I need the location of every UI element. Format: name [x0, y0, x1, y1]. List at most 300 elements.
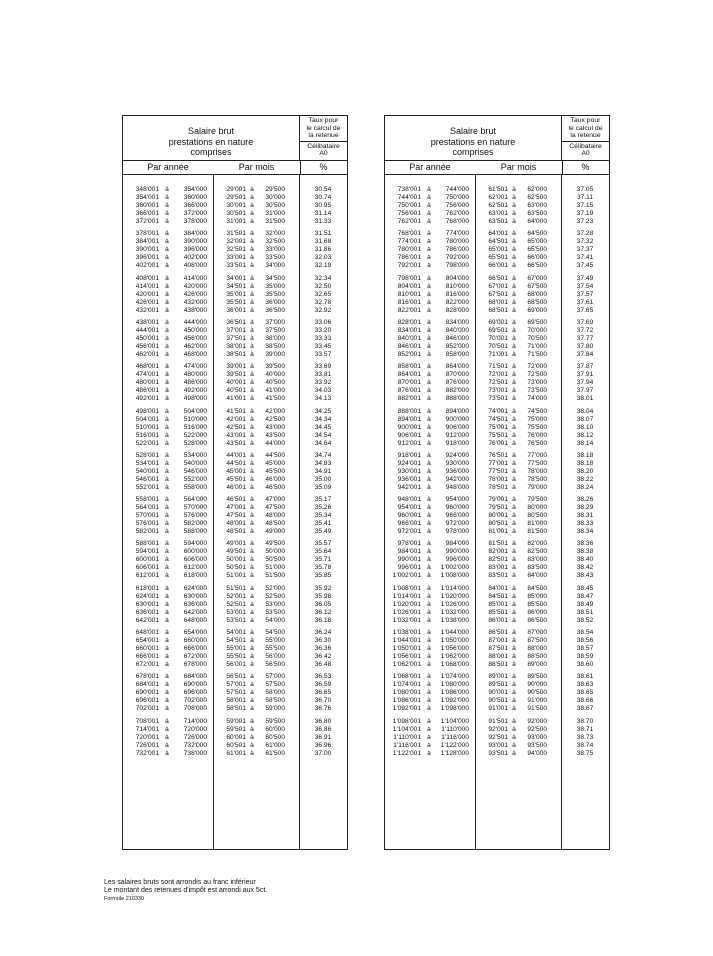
annual-separator: à — [165, 645, 169, 652]
annual-from: 744'001 — [397, 194, 421, 201]
annual-from: 1'014'001 — [392, 592, 421, 600]
rate-value: 38.40 — [576, 556, 594, 564]
table-row — [385, 528, 609, 536]
annual-separator: à — [165, 290, 169, 298]
monthly-separator: à — [250, 540, 254, 548]
table-row — [385, 548, 609, 556]
annual-from: 684'001 — [135, 681, 159, 689]
annual-separator: à — [427, 681, 431, 689]
annual-to: 360'000 — [183, 194, 207, 201]
annual-to: 684'000 — [183, 673, 207, 681]
annual-separator: à — [165, 572, 169, 580]
monthly-to: 38'500 — [265, 342, 285, 350]
annual-separator: à — [165, 238, 169, 246]
monthly-to: 47'000 — [265, 496, 285, 504]
monthly-from: 83'501 — [488, 572, 508, 580]
annual-from: 900'001 — [397, 423, 421, 431]
monthly-to: 86'000 — [527, 608, 547, 616]
annual-from: 552'001 — [135, 483, 159, 491]
rate-value: 32.19 — [314, 262, 332, 270]
column-headers — [123, 160, 347, 175]
monthly-separator: à — [250, 733, 254, 741]
monthly-to: 36'000 — [265, 298, 285, 306]
annual-to: 690'000 — [183, 681, 207, 689]
annual-from: 948'001 — [397, 496, 421, 504]
table-row — [123, 210, 347, 218]
annual-separator: à — [165, 681, 169, 689]
annual-to: 402'000 — [183, 254, 207, 262]
rate-value: 35.64 — [314, 548, 332, 556]
monthly-separator: à — [512, 246, 516, 254]
monthly-from: 57'001 — [226, 681, 246, 689]
table-row — [123, 726, 347, 734]
monthly-separator: à — [250, 306, 254, 314]
annual-separator: à — [165, 282, 169, 290]
monthly-to: 46'000 — [265, 475, 285, 483]
monthly-separator: à — [250, 653, 254, 660]
rate-value: 37.97 — [576, 387, 594, 395]
table-row — [385, 408, 609, 416]
monthly-from: 61'001 — [226, 749, 246, 757]
monthly-from: 34'501 — [226, 282, 246, 290]
annual-from: 360'001 — [135, 202, 159, 209]
monthly-to: 34'500 — [265, 274, 285, 282]
annual-from: 510'001 — [135, 423, 159, 431]
monthly-to: 50'000 — [265, 548, 285, 556]
table-row — [123, 476, 347, 484]
monthly-from: 45'001 — [226, 467, 246, 475]
monthly-from: 55'501 — [226, 653, 246, 660]
annual-separator: à — [165, 459, 169, 467]
monthly-from: 55'001 — [226, 645, 246, 652]
monthly-from: 90'001 — [488, 689, 508, 697]
annual-from: 1'020'001 — [392, 600, 421, 608]
monthly-separator: à — [512, 653, 516, 660]
annual-from: 924'001 — [397, 459, 421, 467]
monthly-separator: à — [250, 350, 254, 358]
annual-to: 420'000 — [183, 282, 207, 290]
rate-value: 38.43 — [576, 572, 594, 580]
table-row — [385, 299, 609, 307]
table-row — [385, 673, 609, 681]
monthly-from: 85'501 — [488, 608, 508, 616]
table-row — [123, 246, 347, 254]
annual-from: 912'001 — [397, 439, 421, 447]
monthly-to: 65'000 — [527, 238, 547, 246]
monthly-to: 55'500 — [265, 645, 285, 652]
annual-from: 516'001 — [135, 431, 159, 439]
table-row — [385, 585, 609, 593]
annual-from: 678'001 — [135, 673, 159, 681]
table-row — [385, 484, 609, 492]
rate-value: 37.37 — [576, 246, 594, 254]
monthly-from: 38'001 — [226, 342, 246, 350]
monthly-to: 36'500 — [265, 306, 285, 314]
table-row — [385, 540, 609, 548]
annual-to: 894'000 — [445, 407, 469, 415]
table-row — [123, 363, 347, 371]
annual-to: 726'000 — [183, 733, 207, 741]
monthly-separator: à — [512, 306, 516, 314]
monthly-separator: à — [512, 661, 516, 668]
annual-separator: à — [427, 186, 431, 193]
annual-separator: à — [427, 218, 431, 225]
monthly-from: 74'501 — [488, 415, 508, 423]
monthly-separator: à — [512, 504, 516, 512]
rate-title-1: Taux pour — [570, 117, 601, 124]
monthly-from: 93'501 — [488, 749, 508, 757]
annual-from: 666'001 — [135, 653, 159, 660]
monthly-from: 30'501 — [226, 210, 246, 217]
annual-to: 588'000 — [183, 528, 207, 536]
rate-value: 38.31 — [576, 512, 594, 520]
table-row — [385, 291, 609, 299]
annual-from: 708'001 — [135, 717, 159, 725]
annual-from: 960'001 — [397, 512, 421, 520]
monthly-to: 33'500 — [265, 254, 285, 262]
annual-from: 1'038'001 — [392, 629, 421, 636]
monthly-from: 64'001 — [488, 230, 508, 238]
annual-from: 654'001 — [135, 637, 159, 644]
monthly-separator: à — [512, 363, 516, 371]
rate-value: 35.85 — [314, 572, 332, 580]
rate-value: 35.17 — [314, 496, 332, 504]
annual-separator: à — [165, 298, 169, 306]
rate-value: 36.18 — [314, 616, 332, 624]
rate-value: 38.74 — [576, 741, 594, 749]
annual-separator: à — [427, 717, 431, 725]
monthly-to: 41'000 — [265, 387, 285, 395]
monthly-separator: à — [250, 451, 254, 459]
annual-from: 528'001 — [135, 451, 159, 459]
table-row — [123, 283, 347, 291]
annual-to: 1'104'000 — [440, 717, 469, 725]
rate-value: 34.34 — [314, 415, 332, 423]
annual-to: 492'000 — [183, 387, 207, 395]
annual-from: 1'086'001 — [392, 697, 421, 705]
monthly-from: 53'501 — [226, 616, 246, 624]
annual-separator: à — [427, 629, 431, 636]
annual-from: 828'001 — [397, 318, 421, 326]
annual-separator: à — [165, 564, 169, 572]
annual-from: 372'001 — [135, 218, 159, 225]
monthly-from: 44'001 — [226, 451, 246, 459]
monthly-to: 65'500 — [527, 246, 547, 254]
table-row — [385, 468, 609, 476]
monthly-separator: à — [512, 637, 516, 644]
annual-to: 480'000 — [183, 371, 207, 379]
annual-separator: à — [165, 334, 169, 342]
monthly-from: 39'001 — [226, 363, 246, 371]
monthly-from: 68'001 — [488, 298, 508, 306]
monthly-separator: à — [250, 371, 254, 379]
annual-separator: à — [427, 725, 431, 733]
monthly-from: 33'001 — [226, 254, 246, 262]
monthly-to: 67'500 — [527, 282, 547, 290]
rate-value: 38.20 — [576, 467, 594, 475]
annual-separator: à — [165, 556, 169, 564]
monthly-separator: à — [250, 254, 254, 262]
annual-from: 480'001 — [135, 379, 159, 387]
monthly-to: 88'500 — [527, 653, 547, 660]
monthly-to: 91'500 — [527, 705, 547, 713]
monthly-from: 42'501 — [226, 423, 246, 431]
table-row — [385, 750, 609, 758]
rate-value: 35.57 — [314, 540, 332, 548]
monthly-from: 87'001 — [488, 637, 508, 644]
annual-to: 672'000 — [183, 653, 207, 660]
monthly-to: 75'000 — [527, 415, 547, 423]
rate-value: 36.53 — [314, 673, 332, 681]
monthly-to: 66'000 — [527, 254, 547, 262]
annual-separator: à — [427, 246, 431, 254]
rate-value: 36.86 — [314, 725, 332, 733]
monthly-separator: à — [512, 342, 516, 350]
monthly-to: 35'000 — [265, 282, 285, 290]
table-row — [123, 617, 347, 625]
rate-value: 36.96 — [314, 741, 332, 749]
annual-to: 564'000 — [183, 496, 207, 504]
annual-from: 930'001 — [397, 467, 421, 475]
tax-table-left — [122, 115, 348, 850]
table-row — [123, 556, 347, 564]
table-row — [123, 416, 347, 424]
monthly-to: 53'000 — [265, 600, 285, 608]
monthly-from: 50'001 — [226, 556, 246, 564]
rate-value: 38.49 — [576, 600, 594, 608]
annual-from: 834'001 — [397, 326, 421, 334]
annual-separator: à — [427, 540, 431, 548]
annual-from: 1'098'001 — [392, 717, 421, 725]
rate-value: 31.86 — [314, 246, 332, 254]
table-row — [385, 609, 609, 617]
table-row — [385, 246, 609, 254]
table-row — [385, 379, 609, 387]
annual-from: 636'001 — [135, 608, 159, 616]
monthly-from: 58'001 — [226, 697, 246, 705]
annual-to: 882'000 — [445, 387, 469, 395]
annual-separator: à — [427, 451, 431, 459]
monthly-from: 76'001 — [488, 439, 508, 447]
annual-separator: à — [165, 616, 169, 624]
annual-separator: à — [427, 262, 431, 270]
monthly-separator: à — [512, 475, 516, 483]
rate-value: 31.14 — [314, 210, 332, 217]
monthly-separator: à — [512, 548, 516, 556]
monthly-to: 52'000 — [265, 584, 285, 592]
table-row — [123, 705, 347, 713]
monthly-separator: à — [512, 318, 516, 326]
annual-from: 624'001 — [135, 592, 159, 600]
annual-separator: à — [427, 439, 431, 447]
annual-to: 1'014'000 — [440, 584, 469, 592]
monthly-to: 59'000 — [265, 705, 285, 713]
monthly-to: 85'000 — [527, 592, 547, 600]
table-row — [385, 395, 609, 403]
monthly-to: 75'500 — [527, 423, 547, 431]
annual-separator: à — [165, 395, 169, 403]
monthly-from: 32'501 — [226, 246, 246, 254]
monthly-separator: à — [250, 202, 254, 209]
footer-notes — [104, 879, 267, 904]
annual-to: 666'000 — [183, 645, 207, 652]
table-row — [385, 601, 609, 609]
annual-to: 1'008'000 — [440, 572, 469, 580]
table-row — [123, 512, 347, 520]
annual-to: 390'000 — [183, 238, 207, 246]
monthly-to: 47'500 — [265, 504, 285, 512]
monthly-separator: à — [512, 274, 516, 282]
annual-from: 996'001 — [397, 564, 421, 572]
monthly-from: 29'501 — [226, 194, 246, 201]
rate-code: A0 — [581, 150, 590, 158]
annual-to: 1'080'000 — [440, 681, 469, 689]
monthly-separator: à — [250, 616, 254, 624]
monthly-to: 52'500 — [265, 592, 285, 600]
table-row — [385, 275, 609, 283]
monthly-from: 36'501 — [226, 318, 246, 326]
annual-from: 1'068'001 — [392, 673, 421, 681]
monthly-from: 82'501 — [488, 556, 508, 564]
annual-to: 594'000 — [183, 540, 207, 548]
annual-separator: à — [427, 298, 431, 306]
annual-separator: à — [165, 230, 169, 238]
monthly-from: 92'001 — [488, 725, 508, 733]
monthly-separator: à — [512, 512, 516, 520]
table-row — [385, 262, 609, 270]
rate-value: 34.91 — [314, 467, 332, 475]
rate-value: 32.78 — [314, 298, 332, 306]
monthly-separator: à — [512, 725, 516, 733]
monthly-from: 52'001 — [226, 592, 246, 600]
monthly-to: 79'000 — [527, 483, 547, 491]
annual-to: 762'000 — [445, 210, 469, 217]
table-row — [385, 512, 609, 520]
annual-to: 624'000 — [183, 584, 207, 592]
annual-from: 804'001 — [397, 282, 421, 290]
annual-to: 990'000 — [445, 548, 469, 556]
annual-to: 840'000 — [445, 326, 469, 334]
annual-to: 504'000 — [183, 407, 207, 415]
annual-from: 1'080'001 — [392, 689, 421, 697]
monthly-from: 82'001 — [488, 548, 508, 556]
monthly-from: 58'501 — [226, 705, 246, 713]
monthly-separator: à — [512, 645, 516, 652]
monthly-to: 32'000 — [265, 230, 285, 238]
annual-to: 378'000 — [183, 218, 207, 225]
rate-value: 38.29 — [576, 504, 594, 512]
monthly-from: 35'501 — [226, 298, 246, 306]
annual-from: 588'001 — [135, 540, 159, 548]
annual-to: 828'000 — [445, 306, 469, 314]
annual-from: 402'001 — [135, 262, 159, 270]
monthly-to: 46'500 — [265, 483, 285, 491]
monthly-from: 85'001 — [488, 600, 508, 608]
monthly-to: 48'000 — [265, 512, 285, 520]
annual-separator: à — [165, 407, 169, 415]
table-row — [123, 275, 347, 283]
rate-value: 38.07 — [576, 415, 594, 423]
monthly-to: 29'500 — [265, 186, 285, 193]
monthly-to: 87'000 — [527, 629, 547, 636]
table-row — [385, 705, 609, 713]
rate-value: 37.80 — [576, 342, 594, 350]
monthly-to: 81'500 — [527, 528, 547, 536]
monthly-to: 80'000 — [527, 504, 547, 512]
annual-to: 498'000 — [183, 395, 207, 403]
rate-value: 33.57 — [314, 350, 332, 358]
annual-to: 558'000 — [183, 483, 207, 491]
monthly-from: 80'001 — [488, 512, 508, 520]
rate-value: 37.94 — [576, 379, 594, 387]
monthly-separator: à — [512, 483, 516, 491]
annual-to: 612'000 — [183, 564, 207, 572]
monthly-from: 89'001 — [488, 673, 508, 681]
table-header — [385, 116, 609, 160]
rate-title-3: la retenue — [570, 132, 601, 140]
table-row — [123, 371, 347, 379]
monthly-from: 43'001 — [226, 431, 246, 439]
monthly-to: 37'500 — [265, 326, 285, 334]
annual-from: 366'001 — [135, 210, 159, 217]
annual-separator: à — [165, 387, 169, 395]
table-row — [385, 210, 609, 218]
monthly-separator: à — [250, 246, 254, 254]
monthly-separator: à — [250, 431, 254, 439]
salary-subtitle-2: comprises — [452, 147, 494, 157]
monthly-separator: à — [512, 379, 516, 387]
monthly-to: 71'000 — [527, 342, 547, 350]
monthly-separator: à — [250, 705, 254, 713]
annual-separator: à — [165, 274, 169, 282]
annual-to: 696'000 — [183, 689, 207, 697]
monthly-from: 36'001 — [226, 306, 246, 314]
annual-separator: à — [165, 689, 169, 697]
monthly-separator: à — [512, 395, 516, 403]
monthly-to: 94'000 — [527, 749, 547, 757]
rate-value: 37.32 — [576, 238, 594, 246]
annual-to: 966'000 — [445, 512, 469, 520]
rate-value: 36.70 — [314, 697, 332, 705]
monthly-to: 72'500 — [527, 371, 547, 379]
monthly-to: 62'500 — [527, 194, 547, 201]
annual-to: 768'000 — [445, 218, 469, 225]
annual-to: 462'000 — [183, 342, 207, 350]
monthly-separator: à — [512, 616, 516, 624]
monthly-separator: à — [250, 520, 254, 528]
annual-separator: à — [165, 584, 169, 592]
monthly-from: 72'001 — [488, 371, 508, 379]
annual-to: 834'000 — [445, 318, 469, 326]
table-row — [385, 307, 609, 315]
table-row — [385, 564, 609, 572]
monthly-from: 86'501 — [488, 629, 508, 636]
annual-separator: à — [427, 350, 431, 358]
monthly-to: 39'000 — [265, 350, 285, 358]
monthly-separator: à — [250, 741, 254, 749]
salary-subtitle-1: prestations en nature — [430, 136, 516, 147]
monthly-from: 67'501 — [488, 290, 508, 298]
rate-value: 33.20 — [314, 326, 332, 334]
table-row — [123, 424, 347, 432]
annual-from: 702'001 — [135, 705, 159, 713]
monthly-separator: à — [512, 350, 516, 358]
monthly-to: 84'000 — [527, 572, 547, 580]
annual-to: 456'000 — [183, 334, 207, 342]
annual-separator: à — [427, 306, 431, 314]
annual-from: 918'001 — [397, 451, 421, 459]
monthly-from: 67'001 — [488, 282, 508, 290]
